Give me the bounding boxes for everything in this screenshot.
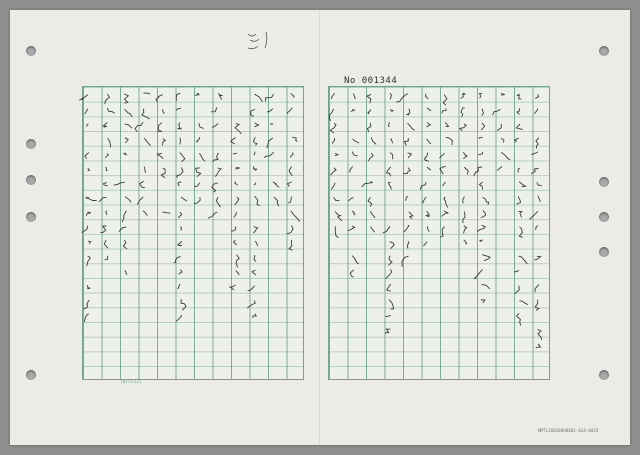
handwritten-glyph — [87, 124, 88, 126]
handwritten-glyph — [105, 94, 110, 103]
handwritten-glyph — [158, 153, 164, 158]
handwritten-glyph — [84, 300, 89, 309]
handwritten-glyph — [519, 227, 522, 237]
handwritten-glyph — [406, 196, 408, 200]
handwritten-glyph — [350, 270, 353, 277]
handwritten-glyph — [517, 197, 521, 204]
handwritten-glyph — [493, 110, 501, 115]
handwritten-glyph — [440, 167, 445, 174]
handwritten-glyph — [424, 242, 427, 246]
handwritten-glyph — [163, 139, 166, 145]
handwritten-glyph — [179, 270, 182, 274]
handwritten-glyph — [427, 123, 431, 127]
handwritten-glyph — [332, 94, 335, 99]
handwritten-glyph — [475, 270, 483, 279]
handwritten-glyph — [235, 197, 239, 205]
handwritten-glyph — [442, 211, 449, 216]
handwritten-glyph — [254, 152, 255, 155]
handwritten-glyph — [502, 153, 510, 160]
handwritten-glyph — [352, 211, 355, 215]
handwritten-glyph — [255, 123, 259, 127]
handwritten-glyph — [233, 153, 236, 154]
handwritten-glyph — [386, 315, 391, 316]
handwritten-glyph — [517, 314, 521, 326]
handwritten-glyph — [441, 227, 445, 237]
handwritten-glyph — [85, 109, 88, 114]
handwritten-glyph — [215, 168, 221, 176]
handwritten-glyph — [231, 138, 236, 144]
handwritten-glyph — [532, 169, 539, 174]
handwritten-glyph — [142, 109, 150, 119]
handwritten-glyph — [119, 227, 126, 232]
handwritten-glyph — [353, 94, 355, 99]
handwritten-glyph — [537, 183, 542, 186]
handwritten-glyph — [407, 109, 410, 115]
handwritten-glyph — [108, 108, 115, 113]
handwritten-glyph — [443, 182, 446, 186]
handwritten-glyph — [274, 197, 279, 206]
handwritten-glyph — [264, 152, 273, 157]
handwritten-glyph — [445, 123, 448, 127]
handwritten-glyph — [408, 153, 412, 158]
handwritten-glyph — [352, 256, 358, 264]
handwritten-glyph — [252, 270, 255, 275]
handwritten-glyph — [178, 284, 180, 289]
handwritten-glyph — [255, 241, 257, 245]
handwritten-glyph — [443, 95, 447, 105]
handwritten-glyph — [386, 270, 392, 279]
handwritten-glyph — [427, 108, 431, 110]
handwritten-glyph — [103, 123, 107, 127]
handwritten-glyph — [403, 168, 410, 174]
handwritten-glyph — [125, 197, 131, 202]
handwritten-glyph — [106, 211, 107, 215]
handwritten-glyph — [234, 241, 237, 245]
handwritten-glyph — [289, 240, 292, 250]
handwritten-glyph — [426, 94, 428, 99]
handwritten-glyph — [425, 153, 429, 161]
handwritten-glyph — [143, 211, 147, 215]
handwritten-glyph — [444, 197, 448, 207]
handwritten-glyph — [536, 138, 539, 148]
handwritten-glyph — [88, 285, 91, 288]
handwritten-glyph — [145, 139, 151, 146]
handwritten-glyph — [253, 167, 256, 171]
manuscript-number: No 001344 — [344, 76, 398, 86]
handwritten-glyph — [332, 138, 334, 143]
handwritten-glyph — [498, 124, 502, 130]
handwritten-glyph — [230, 285, 235, 290]
handwritten-glyph — [390, 93, 391, 99]
handwritten-glyph — [219, 94, 223, 100]
handwritten-glyph — [208, 212, 216, 218]
handwritten-glyph — [535, 109, 538, 114]
handwritten-glyph — [194, 183, 199, 187]
handwritten-glyph — [478, 225, 486, 231]
handwritten-glyph — [156, 95, 162, 102]
handwritten-glyph — [232, 227, 236, 232]
handwritten-glyph — [88, 241, 90, 243]
handwritten-glyph — [82, 226, 88, 233]
handwritten-glyph — [158, 123, 162, 132]
handwritten-glyph — [177, 108, 181, 110]
handwritten-glyph — [520, 301, 528, 305]
handwritten-glyph — [200, 154, 205, 162]
handwritten-glyph — [460, 124, 467, 130]
handwritten-glyph — [254, 227, 258, 233]
manuscript-sheet — [10, 10, 630, 445]
handwritten-glyph — [440, 154, 445, 158]
handwritten-glyph — [368, 110, 371, 114]
handwritten-glyph — [212, 183, 218, 192]
handwritten-glyph — [397, 94, 408, 102]
handwritten-glyph — [371, 227, 375, 232]
handwritten-glyph — [251, 110, 255, 117]
handwritten-glyph — [330, 123, 336, 133]
handwritten-glyph — [463, 197, 465, 203]
handwritten-glyph — [105, 154, 108, 158]
handwritten-glyph — [177, 168, 183, 177]
handwritten-glyph — [291, 94, 294, 98]
handwritten-glyph — [335, 212, 342, 221]
handwritten-glyph — [369, 153, 374, 161]
handwritten-glyph — [367, 123, 371, 131]
handwritten-glyph — [351, 110, 354, 112]
handwritten-glyph — [402, 256, 408, 266]
handwritten-glyph — [479, 93, 481, 98]
handwritten-glyph — [532, 152, 538, 154]
handwritten-glyph — [483, 198, 489, 205]
handwritten-glyph — [255, 196, 260, 205]
handwritten-glyph — [479, 182, 482, 189]
handwritten-glyph — [404, 225, 409, 231]
handwritten-glyph — [427, 139, 431, 144]
handwritten-glyph — [179, 212, 182, 217]
handwritten-glyph — [287, 226, 293, 234]
handwritten-glyph — [144, 167, 145, 173]
handwritten-glyph — [331, 168, 336, 175]
handwritten-glyph — [481, 211, 485, 218]
handwritten-glyph — [288, 182, 292, 186]
handwritten-glyph — [265, 94, 273, 101]
handwritten-glyph — [463, 153, 467, 159]
handwritten-glyph — [519, 182, 525, 187]
handwritten-glyph — [213, 153, 219, 162]
handwriting-strokes — [10, 10, 630, 445]
handwritten-glyph — [465, 168, 469, 175]
handwritten-glyph — [213, 124, 218, 128]
handwritten-glyph — [178, 123, 182, 129]
handwritten-glyph — [536, 95, 539, 99]
handwritten-glyph — [138, 197, 144, 204]
handwritten-glyph — [254, 138, 257, 146]
handwritten-glyph — [353, 139, 359, 143]
handwritten-glyph — [479, 138, 482, 139]
handwritten-glyph — [335, 154, 338, 156]
handwritten-glyph — [194, 198, 200, 204]
handwritten-glyph — [389, 182, 392, 189]
handwritten-glyph — [163, 110, 165, 113]
handwritten-glyph — [501, 139, 504, 143]
handwritten-glyph — [236, 271, 239, 275]
handwritten-glyph — [515, 138, 519, 142]
handwritten-glyph — [267, 138, 273, 148]
handwritten-glyph — [367, 95, 371, 103]
handwritten-glyph — [535, 300, 539, 310]
handwritten-glyph — [125, 124, 132, 128]
handwritten-glyph — [483, 255, 491, 261]
handwritten-glyph — [123, 240, 127, 248]
handwritten-glyph — [349, 198, 354, 201]
handwritten-glyph — [88, 168, 90, 170]
handwritten-glyph — [517, 108, 520, 114]
handwritten-glyph — [125, 271, 127, 275]
handwritten-glyph — [516, 124, 522, 129]
handwritten-glyph — [195, 94, 198, 96]
handwritten-glyph — [254, 255, 256, 261]
handwritten-glyph — [84, 314, 88, 322]
handwritten-glyph — [122, 211, 126, 222]
handwritten-glyph — [408, 123, 415, 130]
handwritten-glyph — [104, 183, 108, 186]
handwritten-glyph — [519, 256, 527, 264]
handwritten-glyph — [407, 242, 409, 249]
handwritten-glyph — [181, 227, 182, 230]
handwritten-glyph — [176, 93, 180, 100]
handwritten-glyph — [236, 168, 240, 169]
handwritten-glyph — [87, 256, 91, 266]
handwritten-glyph — [390, 153, 393, 159]
handwritten-glyph — [480, 240, 483, 241]
handwritten-glyph — [273, 182, 279, 187]
handwritten-glyph — [253, 314, 256, 318]
handwritten-glyph — [291, 211, 300, 221]
handwritten-glyph — [501, 94, 505, 96]
handwritten-glyph — [481, 300, 485, 303]
handwritten-glyph — [335, 227, 338, 238]
handwritten-glyph — [427, 227, 429, 232]
handwritten-glyph — [538, 196, 540, 201]
handwritten-glyph — [144, 93, 150, 94]
handwritten-glyph — [420, 182, 426, 189]
handwritten-glyph — [497, 167, 501, 171]
handwritten-glyph — [536, 226, 538, 230]
handwritten-glyph — [350, 167, 353, 172]
handwritten-glyph — [106, 167, 107, 171]
handwritten-glyph — [197, 137, 200, 142]
handwritten-glyph — [178, 242, 182, 246]
handwritten-glyph — [163, 212, 170, 213]
handwritten-glyph — [287, 108, 292, 114]
handwritten-glyph — [427, 167, 430, 170]
handwritten-glyph — [180, 138, 181, 144]
handwritten-glyph — [389, 300, 393, 309]
handwritten-glyph — [536, 344, 541, 348]
handwritten-glyph — [125, 138, 128, 143]
handwritten-glyph — [86, 212, 91, 215]
handwritten-glyph — [388, 122, 389, 126]
handwritten-glyph — [519, 211, 522, 217]
handwritten-glyph — [535, 256, 541, 260]
handwritten-glyph — [461, 108, 464, 117]
handwritten-glyph — [387, 167, 391, 176]
handwritten-glyph — [390, 110, 393, 112]
handwritten-glyph — [293, 137, 297, 141]
handwritten-glyph — [108, 138, 111, 147]
handwritten-glyph — [105, 256, 108, 260]
handwritten-glyph — [331, 183, 335, 189]
handwritten-glyph — [178, 182, 181, 186]
handwritten-glyph — [426, 211, 430, 216]
handwritten-glyph — [255, 94, 262, 101]
handwritten-glyph — [176, 315, 181, 321]
handwritten-glyph — [482, 285, 490, 289]
handwritten-glyph — [329, 109, 333, 120]
handwritten-glyph — [289, 167, 292, 176]
handwritten-glyph — [235, 182, 238, 185]
handwritten-glyph — [368, 198, 372, 207]
handwritten-glyph — [518, 168, 520, 172]
handwritten-glyph — [482, 123, 485, 130]
handwritten-glyph — [370, 212, 375, 218]
handwritten-glyph — [390, 242, 394, 249]
handwritten-glyph — [391, 139, 393, 143]
handwritten-glyph — [140, 181, 145, 187]
handwritten-glyph — [247, 301, 255, 308]
handwritten-glyph — [174, 257, 180, 263]
handwritten-glyph — [517, 95, 521, 99]
handwritten-glyph — [235, 124, 241, 134]
handwritten-glyph — [482, 109, 484, 115]
handwritten-glyph — [267, 109, 272, 112]
handwritten-glyph — [479, 152, 483, 155]
handwritten-glyph — [422, 197, 426, 203]
handwritten-glyph — [409, 212, 413, 219]
handwritten-glyph — [352, 152, 357, 156]
handwritten-glyph — [254, 183, 255, 185]
handwritten-glyph — [180, 153, 185, 162]
handwritten-glyph — [216, 198, 220, 207]
handwritten-glyph — [234, 212, 236, 217]
handwritten-glyph — [463, 212, 465, 223]
handwritten-glyph — [85, 153, 89, 159]
handwritten-glyph — [196, 168, 201, 177]
handwritten-glyph — [236, 255, 239, 267]
handwritten-glyph — [389, 256, 392, 265]
handwritten-glyph — [86, 198, 97, 201]
handwritten-glyph — [181, 299, 186, 310]
handwritten-glyph — [371, 138, 376, 144]
handwritten-glyph — [386, 329, 391, 333]
handwritten-glyph — [514, 270, 518, 272]
handwritten-glyph — [538, 329, 542, 339]
handwritten-glyph — [181, 197, 186, 201]
handwritten-glyph — [535, 285, 539, 292]
handwritten-glyph — [530, 212, 538, 220]
handwritten-glyph — [211, 108, 217, 112]
handwritten-glyph — [387, 284, 391, 291]
handwritten-glyph — [362, 181, 372, 186]
handwritten-glyph — [289, 197, 292, 203]
handwritten-glyph — [101, 226, 107, 233]
handwritten-glyph — [125, 110, 132, 117]
archive-id: NMTL20030060001-014-0024 — [538, 428, 599, 433]
handwritten-glyph — [348, 226, 355, 230]
handwritten-glyph — [515, 286, 519, 293]
handwritten-glyph — [290, 153, 293, 157]
handwritten-glyph — [135, 123, 143, 132]
handwritten-glyph — [383, 227, 390, 233]
handwritten-glyph — [248, 286, 255, 291]
handwritten-glyph — [114, 182, 124, 185]
handwritten-glyph — [161, 168, 165, 177]
handwritten-glyph — [124, 153, 127, 155]
handwritten-glyph — [446, 138, 452, 145]
handwritten-glyph — [99, 198, 106, 202]
handwritten-glyph — [474, 167, 482, 176]
handwritten-glyph — [125, 94, 129, 103]
handwritten-glyph — [464, 226, 467, 233]
handwritten-glyph — [199, 123, 203, 128]
handwritten-glyph — [80, 95, 88, 100]
handwritten-glyph — [334, 198, 339, 201]
sheet-note: (0)5(32) — [120, 380, 142, 385]
handwritten-glyph — [464, 240, 467, 244]
handwritten-glyph — [405, 139, 409, 146]
handwritten-glyph — [442, 109, 446, 113]
handwritten-glyph — [104, 240, 108, 248]
handwritten-glyph — [461, 93, 465, 98]
